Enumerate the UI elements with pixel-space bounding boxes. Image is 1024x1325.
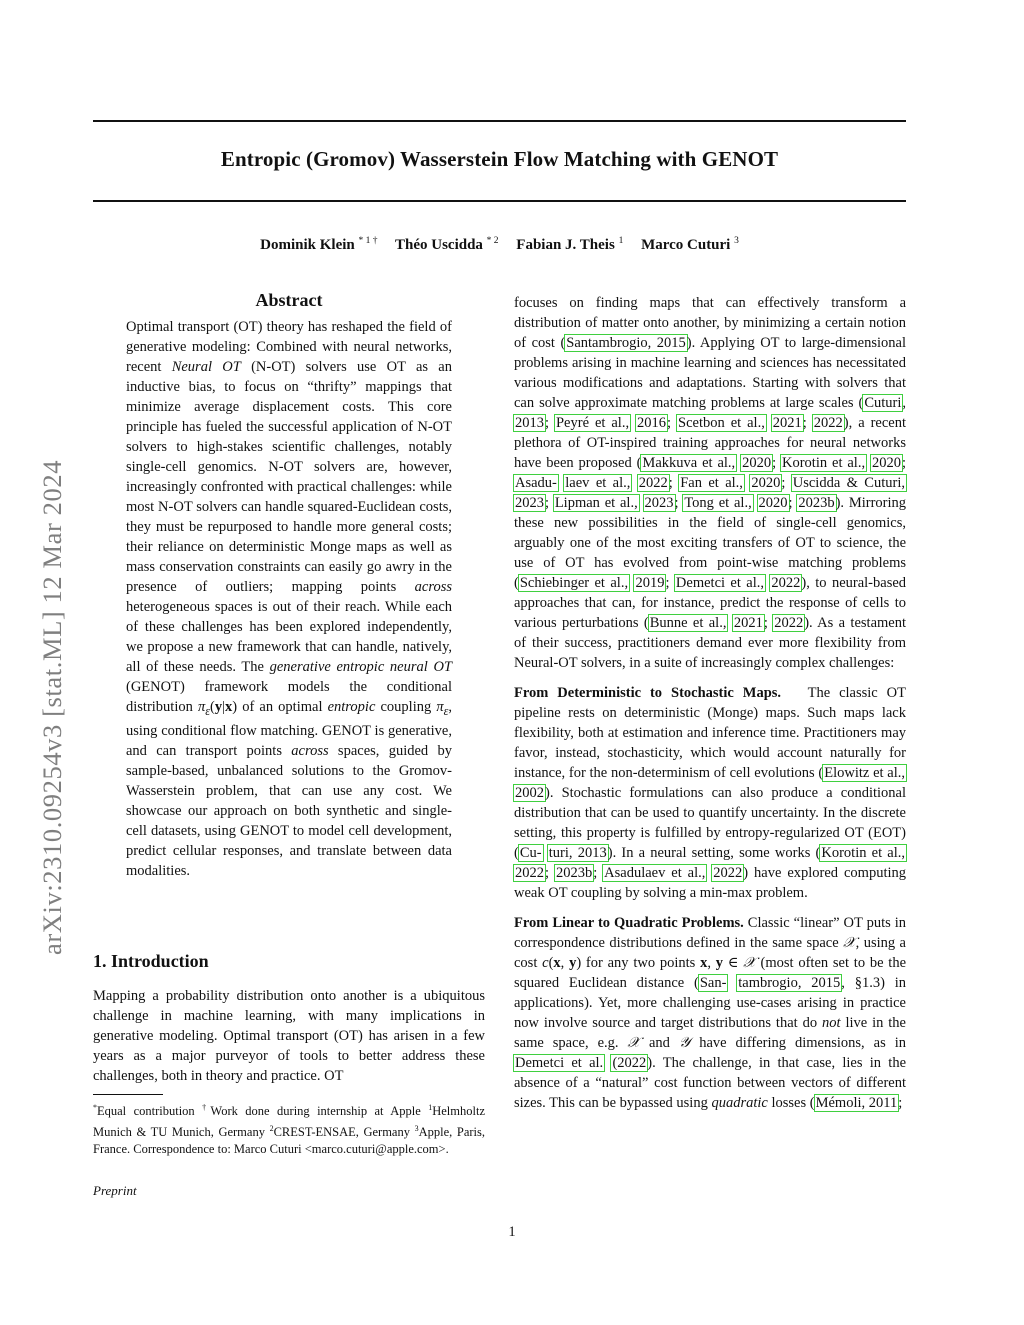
author-name: Fabian J. Theis bbox=[516, 237, 615, 253]
arxiv-identifier[interactable]: arXiv:2310.09254v3 [stat.ML] 12 Mar 2024 bbox=[37, 459, 67, 955]
footnote-text: CREST-ENSAE, Germany bbox=[273, 1125, 415, 1140]
citation-link[interactable]: Asadulaev et al., bbox=[604, 865, 706, 881]
citation-link[interactable]: Makkuva et al., bbox=[642, 455, 736, 471]
citation-link[interactable]: 2023 bbox=[515, 495, 544, 511]
citation-link[interactable]: 2020 bbox=[751, 475, 781, 491]
preprint-label: Preprint bbox=[93, 1183, 137, 1198]
citation-link[interactable]: Schiebinger et al., bbox=[519, 575, 629, 591]
citation-link[interactable]: Mémoli, 2011 bbox=[815, 1095, 898, 1111]
paragraph-heading: From Linear to Quadratic Problems. bbox=[514, 915, 744, 931]
introduction-heading: 1. Introduction bbox=[93, 951, 209, 971]
paragraph-heading: From Deterministic to Stochastic Maps. bbox=[514, 685, 782, 701]
author-list bbox=[93, 236, 906, 254]
body-paragraph: From Linear to Quadratic Problems. Classic “linear” OT puts in correspondence distributions defined in the same space 𝒳, using a cost c(x, y) for any two points x, y ∈ 𝒳 (most often set to be the squared Euclidean distance (San- tambrogio, 2015, §1.3) in applications). Yet, more challenging use-cases arising in practice now involve source and target distributions that do not live in the same space, e.g. 𝒳 and 𝒴 have differing dimensions, as in Demetci et al. (2022). The challenge, in that case, lies in the absence of a “natural” cost function between vectors of different sizes. This can be bypassed using quadratic losses (Mémoli, 2011; bbox=[514, 915, 907, 1111]
citation-link[interactable]: 2020 bbox=[758, 495, 788, 511]
body-paragraph: From Deterministic to Stochastic Maps. The classic OT pipeline rests on deterministic (Monge) maps. Such maps lack flexibility, both at estimation and inference time. Practitioners may favor, instead, stochasticity, which would account naturally for instance, for the non-determinism of cell evolutions (Elowitz et al., 2002). Stochastic formulations can also produce a conditional distribution that can be used to quantify uncertainty. In the discrete setting, this property is fulfilled by entropy-regularized OT (EOT) (Cu- turi, 2013). In a neural setting, some works (Korotin et al., 2022; 2023b; Asadulaev et al., 2022) have explored computing weak OT coupling by solving a min-max problem. bbox=[514, 685, 907, 901]
citation-link[interactable]: Peyré et al., bbox=[555, 415, 630, 431]
paper-title: Entropic (Gromov) Wasserstein Flow Matching with GENOT bbox=[220, 147, 779, 171]
body-paragraph: focuses on finding maps that can effectively transform a distribution of matter onto another, by minimizing a certain notion of cost (Santambrogio, 2015). Applying OT to large-dimensional problems arising in machine learning and sciences has necessitated various modifications and adaptations. Starting with solvers that can solve approximate matching problems at large scales (Cuturi, 2013; Peyré et al., 2016; Scetbon et al., 2021; 2022), a recent plethora of OT-inspired training approaches for neural networks have been proposed (Makkuva et al., 2020; Korotin et al., 2020; Asadu- laev et al., 2022; Fan et al., 2020; Uscidda & Cuturi, 2023; Lipman et al., 2023; Tong et al., 2020; 2023b). Mirroring these new possibilities in the field of single-cell genomics, arguably one of the most exciting transfers of OT to science, the use of OT has evolved from point-wise matching problems (Schiebinger et al., 2019; Demetci et al., 2022), to neural-based approaches that can, for instance, predict the response of cells to various perturbations (Bunne et al., 2021; 2022). As a testament of their success, practitioners demand ever more flexibility from Neural-OT solvers, in a suite of increasingly complex challenges: bbox=[514, 295, 907, 671]
citation-link[interactable]: 2020 bbox=[871, 455, 901, 471]
footnote-mark: 3 bbox=[414, 1124, 419, 1134]
author-name: Marco Cuturi bbox=[641, 237, 731, 253]
citation-link[interactable]: turi, 2013 bbox=[548, 845, 607, 861]
citation-link[interactable]: Korotin et al., bbox=[782, 455, 866, 471]
footnote-rule bbox=[93, 1094, 163, 1095]
citation-link[interactable]: 2020 bbox=[742, 455, 772, 471]
author-name: Théo Uscidda bbox=[394, 237, 483, 253]
abstract-heading: Abstract bbox=[255, 290, 323, 310]
citation-link[interactable]: 2023 bbox=[644, 495, 674, 511]
citation-link[interactable]: 2022 bbox=[771, 575, 801, 591]
citation-link[interactable]: 2023b bbox=[798, 495, 835, 511]
citation-link[interactable]: 2023b bbox=[555, 865, 593, 881]
citation-link[interactable]: 2022 bbox=[638, 475, 668, 491]
citation-link[interactable]: Scetbon et al., bbox=[678, 415, 765, 431]
citation-link[interactable]: Lipman et al., bbox=[554, 495, 638, 511]
citation-link[interactable]: Asadu- bbox=[515, 475, 557, 491]
footnote-mark: † bbox=[202, 1103, 211, 1112]
footnote-mark: * bbox=[93, 1103, 97, 1112]
citation-link[interactable]: (2022 bbox=[612, 1055, 647, 1071]
title-rule-bottom bbox=[93, 200, 906, 202]
citation-link[interactable]: 2013 bbox=[515, 415, 544, 431]
citation-link[interactable]: 2002 bbox=[515, 785, 544, 801]
citation-link[interactable]: laev et al., bbox=[565, 475, 631, 491]
citation-link[interactable]: San- bbox=[699, 975, 727, 991]
footnote-text: Equal contribution bbox=[97, 1104, 203, 1119]
abstract-body: Optimal transport (OT) theory has reshaped the field of generative modeling: Combined with neural networks, recent Neural OT (N-OT) solvers use OT as an inductive bias, to focus on “thrifty” mappings that minimize average displacement costs. This core principle has fueled the successful application of N-OT solvers to high-stakes scientific challenges, notably single-cell genomics. N-OT solvers are, however, increasingly confronted with practical challenges: while most N-OT solvers can handle squared-Euclidean costs, they must be repurposed to handle more general costs; their reliance on deterministic Monge maps as well as mass conservation constraints can easily go awry in the presence of outliers; mapping points across heterogeneous spaces is out of their reach. While each of these challenges has been explored independently, we propose a new framework that can handle, natively, all of these needs. The generative entropic neural OT (GENOT) framework models the conditional distribution $\pi_\varepsilon(y|x)$ of an optimal entropic coupling $\pi_\varepsilon$, using conditional flow matching. GENOT is generative, and can transport points across spaces, guided by sample-based, unbalanced solutions to the Gromov-Wasserstein problem, that can use any cost. We showcase our approach on both synthetic and single-cell datasets, using GENOT to model cell development, predict cellular responses, and translate between data modalities. bbox=[126, 319, 452, 879]
author-affiliation-mark: 3 bbox=[734, 236, 739, 246]
footnote-text: Helmholtz Munich & TU Munich, Germany bbox=[93, 1104, 485, 1140]
citation-link[interactable]: 2022 bbox=[774, 615, 804, 631]
page-number: 1 bbox=[508, 1224, 516, 1240]
footnote-text: Apple, Paris, France. Correspondence to: Marco Cuturi <marco.cuturi@apple.com>. bbox=[93, 1125, 485, 1157]
citation-link[interactable]: Fan et al., bbox=[680, 475, 743, 491]
footnote-mark: 2 bbox=[269, 1124, 274, 1134]
citation-link[interactable]: Demetci et al., bbox=[675, 575, 765, 591]
author-affiliation-mark: * 1 † bbox=[358, 236, 378, 246]
right-column bbox=[514, 293, 906, 1113]
citation-link[interactable]: Tong et al., bbox=[684, 495, 752, 511]
citation-link[interactable]: Demetci et al. bbox=[515, 1055, 604, 1071]
citation-link[interactable]: Cuturi bbox=[864, 395, 902, 411]
introduction-paragraph: Mapping a probability distribution onto another is a ubiquitous challenge in machine learning, with many implications in generative modeling. Optimal transport (OT) has arisen in a few years as a major purveyor of tools to better address these challenges, both in theory and practice. OT bbox=[93, 988, 485, 1084]
author-affiliation-mark: 1 bbox=[618, 236, 624, 246]
citation-link[interactable]: 2022 bbox=[813, 415, 843, 431]
citation-link[interactable]: 2022 bbox=[713, 865, 743, 881]
citation-link[interactable]: Korotin et al., bbox=[821, 845, 906, 861]
footnote-mark: 1 bbox=[428, 1103, 433, 1112]
footnote-text: Work done during internship at Apple bbox=[210, 1104, 429, 1119]
citation-link[interactable]: Elowitz et al., bbox=[824, 765, 905, 781]
citation-link[interactable]: 2021 bbox=[733, 615, 763, 631]
citation-link[interactable]: Cu- bbox=[519, 845, 542, 861]
author-name: Dominik Klein bbox=[260, 237, 355, 253]
citation-link[interactable]: Uscidda & Cuturi, bbox=[792, 475, 905, 491]
citation-link[interactable]: 2022 bbox=[515, 865, 544, 881]
citation-link[interactable]: Bunne et al., bbox=[649, 615, 727, 631]
title-rule-top bbox=[93, 120, 906, 122]
citation-link[interactable]: Santambrogio, 2015 bbox=[566, 335, 686, 351]
citation-link[interactable]: 2019 bbox=[635, 575, 665, 591]
citation-link[interactable]: 2016 bbox=[637, 415, 667, 431]
citation-link[interactable]: tambrogio, 2015 bbox=[738, 975, 841, 991]
footnote bbox=[93, 1099, 485, 1158]
author-affiliation-mark: * 2 bbox=[486, 236, 499, 246]
citation-link[interactable]: 2021 bbox=[772, 415, 802, 431]
